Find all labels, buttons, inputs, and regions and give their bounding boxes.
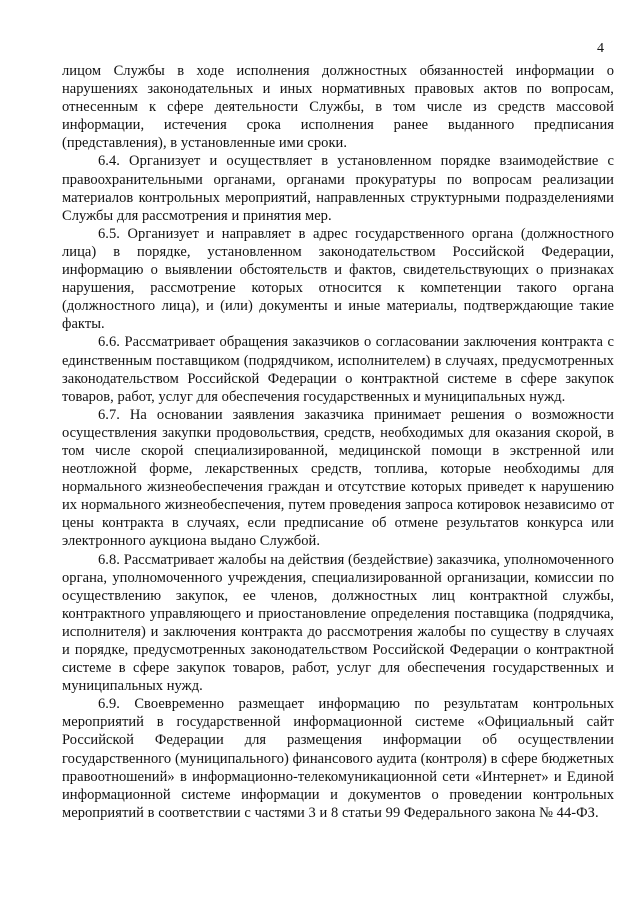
paragraph-6-8: 6.8. Рассматривает жалобы на действия (бездействие) заказчика, уполномоченного органа, уполномоченного учреждения, специализированной организации, комиссии по осуществлению закупок, ее членов, должностных лиц контрактной службы, контрактного управляющего и приостановление определения поставщика (подрядчика, исполнителя) и заключения контракта до рассмотрения жалобы по существу в случаях и порядке, предусмотренных законодательством Российской Федерации о контрактной системе в сфере закупок товаров, работ, услуг для обеспечения государственных и муниципальных нужд. (62, 551, 614, 695)
page-number: 4 (597, 41, 604, 56)
paragraph-6-5: 6.5. Организует и направляет в адрес государственного органа (должностного лица) в порядке, установленном законодательством Российской Федерации, информацию о выявлении обстоятельств и фактов, свидетельствующих о признаках нарушения, рассмотрение которых относится к компетенции такого органа (должностного лица), и (или) документы и иные материалы, подтверждающие такие факты. (62, 225, 614, 333)
paragraph-continuation: лицом Службы в ходе исполнения должностных обязанностей информации о нарушениях законодательных и иных нормативных правовых актов по вопросам, отнесенным к сфере деятельности Службы, в том числе из средств массовой информации, истечения срока исполнения ранее выданного предписания (представления), в установленные ими сроки. (62, 63, 614, 152)
document-body (62, 62, 614, 822)
paragraph-6-9: 6.9. Своевременно размещает информацию по результатам контрольных мероприятий в государственной информационной системе «Официальный сайт Российской Федерации для размещения информации об осуществлении государственного (муниципального) финансового аудита (контроля) в сфере бюджетных правоотношений» в информационно-телекомуникационной сети «Интернет» и Единой информационной системе информации и документов о проведении контрольных мероприятий в соответствии с частями 3 и 8 статьи 99 Федерального закона № 44-ФЗ. (62, 696, 614, 821)
paragraph-6-4: 6.4. Организует и осуществляет в установленном порядке взаимодействие с правоохранительными органами, органами прокуратуры по вопросам реализации материалов контрольных мероприятий, направленных структурными подразделениями Службы для рассмотрения и принятия мер. (62, 153, 614, 224)
paragraph-6-6: 6.6. Рассматривает обращения заказчиков о согласовании заключения контракта с единственным поставщиком (подрядчиком, исполнителем) в случаях, предусмотренных законодательством Российской Федерации о контрактной системе в сфере закупок товаров, работ, услуг для обеспечения государственных и муниципальных нужд. (62, 334, 614, 405)
paragraph-6-7: 6.7. На основании заявления заказчика принимает решения о возможности осуществления закупки продовольствия, средств, необходимых для оказания скорой, в том числе скорой специализированной, медицинской помощи в экстренной или неотложной форме, лекарственных средств, топлива, которые необходимы для нормального жизнеобеспечения граждан и отсутствие которых приведет к нарушению их нормального жизнеобеспечения, путем проведения запроса котировок независимо от цены контракта в случаях, если предписание об отмене результатов конкурса или электронного аукциона выдано Службой. (62, 406, 614, 550)
